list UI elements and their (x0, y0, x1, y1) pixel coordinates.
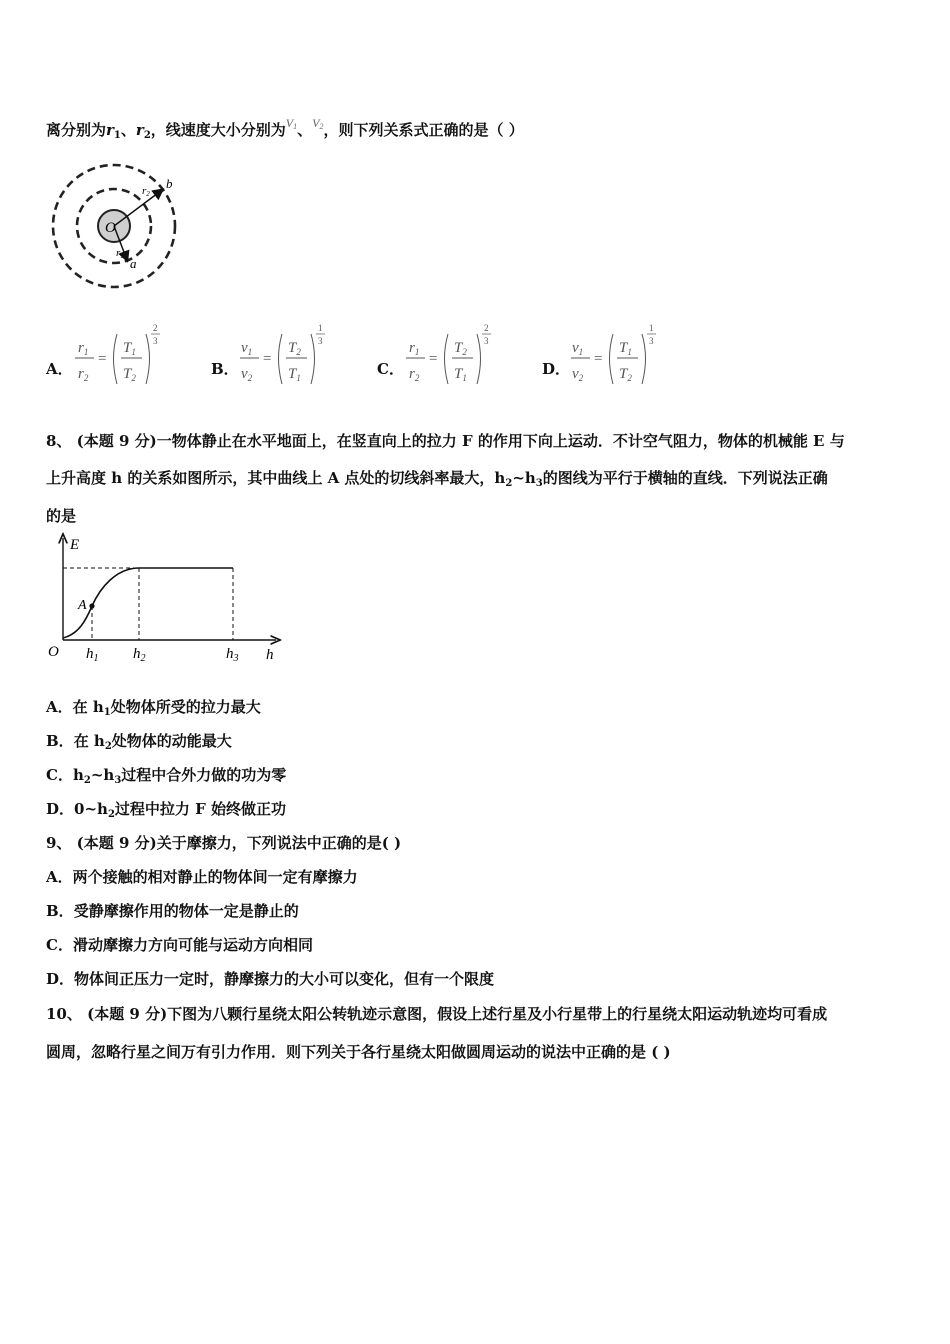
svg-text:=: = (263, 351, 272, 367)
b-lhs-den: v (241, 366, 248, 382)
q7-r1-sub: 1 (113, 130, 121, 141)
q8-option-a-label: A． (46, 698, 73, 716)
q8-option-c-label: C． (46, 766, 73, 784)
c-rhs-num-sub: 2 (462, 347, 467, 357)
d-rhs-den: T (619, 366, 628, 382)
q9-option-d[interactable] (46, 968, 494, 989)
b-rhs-num-sub: 2 (296, 347, 301, 357)
svg-text:=: = (429, 351, 438, 367)
b-rhs-den: T (288, 366, 297, 382)
q7-v1-letter: V (285, 116, 294, 130)
q9-option-b-text: 受静摩擦作用的物体一定是静止的 (73, 902, 299, 920)
q7-r2-sub: 2 (143, 130, 151, 141)
q7-option-d-formula (568, 322, 668, 388)
b-exp-den: 3 (318, 336, 323, 346)
q8-line2-a: 上升高度 h 的关系如图所示，其中曲线上 A 点处的切线斜率最大，h (46, 469, 506, 487)
d-lhs-num-sub: 1 (578, 347, 584, 357)
q9-option-b-label: B． (46, 902, 74, 920)
q7-v1 (286, 116, 297, 130)
d-rhs-den-sub: 2 (627, 373, 632, 383)
tick-h2-letter: h (133, 646, 141, 662)
origin-label: O (48, 644, 59, 660)
d-lhs-den: v (572, 366, 579, 382)
c-exp-num: 2 (484, 323, 489, 333)
q7-stem-text-3: ，则下列关系式正确的是（ ） (323, 121, 524, 139)
q7-sep-2: 、 (297, 121, 313, 139)
orbit-figure (50, 158, 182, 294)
svg-text:T2 (454, 340, 467, 357)
q7-option-a-label: A． (46, 360, 73, 378)
tick-h1-sub: 1 (93, 653, 99, 664)
c-lhs-den: r (409, 366, 415, 382)
a-rhs-num: T (123, 340, 132, 356)
q10-stem-line-1: 10、 (本题 9 分)下图为八颗行星绕太阳公转轨迹示意图，假设上述行星及小行星带上的行星绕太阳运动轨迹均可看成 (46, 1005, 828, 1023)
a-exp-den: 3 (153, 336, 158, 346)
q7-stem-text-2: ，线速度大小分别为 (150, 121, 286, 139)
a-lhs-num-sub: 1 (83, 347, 89, 357)
tick-h1 (86, 646, 99, 664)
q8-option-c-text-2: ~h (90, 766, 115, 784)
q8-line2-sub1: 2 (505, 478, 513, 489)
q7-option-b-label: B． (211, 360, 239, 378)
q8-option-a[interactable] (46, 696, 261, 718)
b-lhs-num-sub: 1 (247, 347, 253, 357)
c-rhs-den: T (454, 366, 463, 382)
q8-option-b-sub: 2 (104, 741, 112, 752)
tick-h2 (133, 646, 146, 664)
q7-stem (46, 116, 524, 141)
label-b: b (166, 176, 173, 191)
label-r2-letter: r (142, 185, 147, 197)
q8-option-a-sub: 1 (103, 707, 111, 718)
q8-option-b-text-1: 在 h (73, 732, 105, 750)
q9-option-d-text: 物体间正压力一定时，静摩擦力的大小可以变化，但有一个限度 (74, 970, 495, 988)
a-lhs-den-sub: 2 (83, 373, 89, 383)
q10-stem-line-2: 圆周，忽略行星之间万有引力作用．则下列关于各行星绕太阳做圆周运动的说法中正确的是 ( ) (46, 1043, 671, 1061)
svg-text:r1 (78, 340, 88, 357)
d-lhs-den-sub: 2 (578, 373, 584, 383)
q8-option-d[interactable] (46, 798, 286, 820)
q8-option-c-sub1: 2 (83, 775, 91, 786)
svg-text:=: = (98, 351, 107, 367)
q7-option-d-label: D． (542, 360, 571, 378)
svg-text:r2 (409, 366, 420, 383)
q9-option-b[interactable] (46, 900, 299, 921)
svg-text:r2 (78, 366, 89, 383)
tick-h3 (226, 646, 239, 664)
q8-option-d-sub: 2 (107, 809, 115, 820)
point-a-label: A (78, 598, 87, 613)
q9-option-a-label: A． (46, 868, 73, 886)
c-lhs-num: r (409, 340, 415, 356)
q9-option-c-text: 滑动摩擦力方向可能与运动方向相同 (72, 936, 313, 954)
q7-r2: r (135, 121, 144, 139)
q9-option-a-text: 两个接触的相对静止的物体间一定有摩擦力 (72, 868, 358, 886)
svg-text:T1 (454, 366, 467, 383)
label-r1-letter: r (116, 247, 121, 259)
q8-line2-b: ~h (512, 469, 536, 487)
d-rhs-num: T (619, 340, 628, 356)
svg-text:v1 (241, 340, 252, 357)
q7-v2 (312, 116, 323, 130)
q7-v2-letter: V (312, 116, 320, 130)
d-rhs-num-sub: 1 (627, 347, 632, 357)
q8-stem-line-3: 的是 (46, 507, 77, 525)
center-label: O (105, 220, 116, 236)
q8-line2-c: 的图线为平行于横轴的直线．下列说法正确 (542, 469, 828, 487)
label-r2 (142, 185, 150, 198)
a-rhs-num-sub: 1 (131, 347, 136, 357)
q9-option-c[interactable] (46, 934, 313, 955)
c-rhs-num: T (454, 340, 463, 356)
svg-text:T1 (288, 366, 301, 383)
q7-stem-text-1: 离分别为 (46, 121, 107, 139)
q9-stem: 9、 (本题 9 分)关于摩擦力，下列说法中正确的是( ) (46, 834, 402, 852)
d-exp-den: 3 (649, 336, 654, 346)
a-rhs-den-sub: 2 (131, 373, 136, 383)
y-axis-label: E (70, 537, 80, 553)
q8-option-b-text-2: 处物体的动能最大 (111, 732, 232, 750)
svg-text:T2 (288, 340, 301, 357)
q8-line2-sub2: 3 (535, 478, 543, 489)
svg-text:v1 (572, 340, 583, 357)
energy-height-graph (44, 532, 284, 668)
b-exp-num: 1 (318, 323, 323, 333)
d-lhs-num: v (572, 340, 579, 356)
energy-curve (63, 568, 139, 638)
c-exp-den: 3 (484, 336, 489, 346)
b-lhs-den-sub: 2 (247, 373, 253, 383)
q8-option-b[interactable] (46, 730, 232, 752)
svg-text:T2 (619, 366, 632, 383)
q8-stem-line-1: 8、 (本题 9 分)一物体静止在水平地面上，在竖直向上的拉力 F 的作用下向上运动．不计空气阻力，物体的机械能 E 与 (46, 432, 845, 450)
d-exp-num: 1 (649, 323, 654, 333)
svg-text:v2 (241, 366, 253, 383)
a-lhs-num: r (78, 340, 84, 356)
svg-text:r1 (409, 340, 419, 357)
q8-option-b-label: B． (46, 732, 74, 750)
q7-r1: r (106, 121, 114, 139)
svg-text:v2 (572, 366, 584, 383)
x-axis-label: h (266, 647, 274, 663)
label-r1-sub: 1 (120, 252, 124, 260)
q7-option-c-label: C． (377, 360, 404, 378)
q8-option-c-sub2: 3 (114, 775, 122, 786)
q9-option-a[interactable] (46, 866, 358, 887)
point-a (89, 603, 94, 608)
label-r2-sub: 2 (146, 190, 150, 198)
tick-h1-letter: h (86, 646, 94, 662)
q7-option-b-formula (237, 322, 337, 388)
c-lhs-num-sub: 1 (414, 347, 420, 357)
a-rhs-den: T (123, 366, 132, 382)
q8-stem-line-2 (46, 467, 828, 489)
tick-h2-sub: 2 (140, 653, 146, 664)
q7-option-a-formula (72, 322, 172, 388)
q8-option-c[interactable] (46, 764, 286, 786)
q8-option-d-text-1: 0~h (74, 800, 108, 818)
q7-v1-sub: 1 (293, 122, 298, 131)
q8-option-c-text-3: 过程中合外力做的功为零 (121, 766, 287, 784)
r2-arrow (114, 190, 162, 226)
label-a: a (130, 256, 137, 271)
q8-option-a-text-2: 处物体所受的拉力最大 (110, 698, 261, 716)
svg-text:=: = (594, 351, 603, 367)
q9-option-d-label: D． (46, 970, 75, 988)
c-rhs-den-sub: 1 (462, 373, 467, 383)
q9-option-c-label: C． (46, 936, 73, 954)
b-lhs-num: v (241, 340, 248, 356)
b-rhs-num: T (288, 340, 297, 356)
q8-option-c-text-1: h (72, 766, 84, 784)
a-exp-num: 2 (153, 323, 158, 333)
svg-text:T1 (123, 340, 136, 357)
q8-option-d-label: D． (46, 800, 75, 818)
b-rhs-den-sub: 1 (296, 373, 301, 383)
q7-option-c-formula (403, 322, 503, 388)
q8-option-a-text-1: 在 h (72, 698, 104, 716)
tick-h3-sub: 3 (233, 653, 239, 664)
c-lhs-den-sub: 2 (414, 373, 420, 383)
svg-text:T2 (123, 366, 136, 383)
q7-v2-sub: 2 (319, 122, 324, 131)
tick-h3-letter: h (226, 646, 234, 662)
q8-option-d-text-2: 过程中拉力 F 始终做正功 (114, 800, 287, 818)
q7-sep-1: 、 (120, 121, 136, 139)
svg-text:T1 (619, 340, 632, 357)
a-lhs-den: r (78, 366, 84, 382)
